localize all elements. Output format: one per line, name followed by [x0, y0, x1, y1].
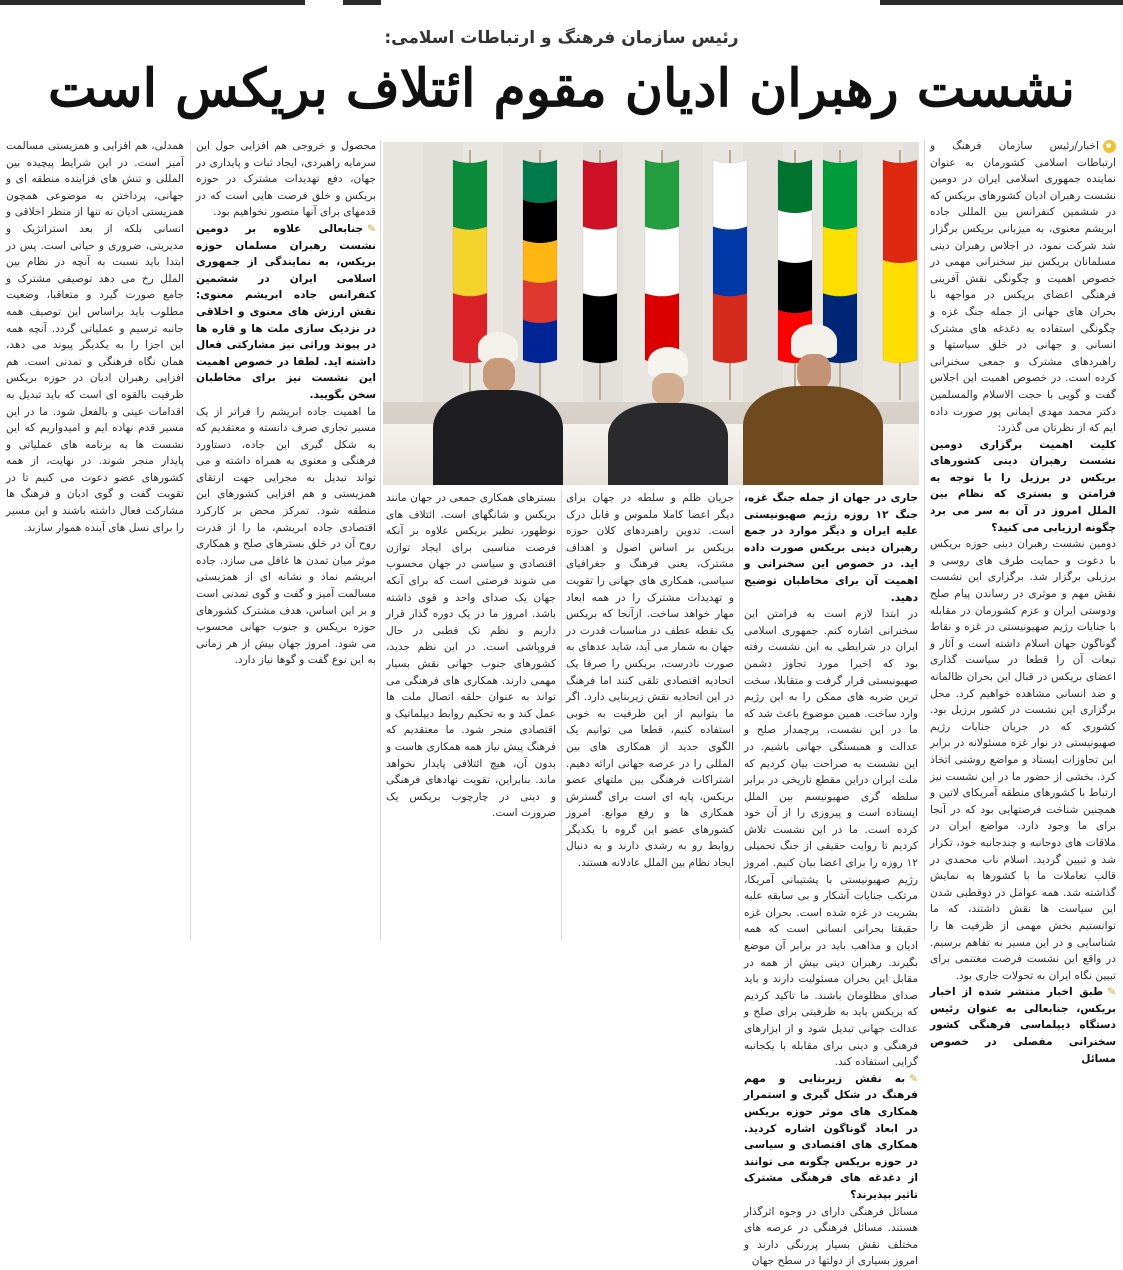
flag-stripe: [453, 160, 487, 230]
flag-stripe: [713, 227, 747, 297]
flag-stripe: [523, 240, 557, 283]
turban: [791, 324, 837, 358]
article-kicker: رئیس سازمان فرهنگ و ارتباطات اسلامی:: [384, 28, 739, 48]
answer-1: دومین نشست رهبران دینی حوزه بریکس با دعوت و حمایت طرف های روسی و برزیلی برگزار شد. برگزاری این نشست نقش مهم و موثری در رساندن پیام صلح ودوستی ایران و عزم کشورمان در مقابله با جنایات رژیم صهیونیستی در غزه و نقاط گوناگون جهان اسلام داشته است و آثار و تبعات آن را قطعا در سیاست گذاری اعضای بریکس در قبال این بحران ظالمانه و ضد انسانی مشاهده خواهیم کرد. محل برگزاری این نشست در کشور برزیل بود. کشوری که در جریان جنایات رژیم صهیونیستی در نوار غزه مسئولانه در برابر این تجاوزات ایستاد و مواضع روشنی اتخاذ کرد. بخشی از حضور ما در این نشست نیز ارتباط با کشورهای منطقه آمریکای لاتین و همچنین شناخت فرصتهایی بود که در آنجا برای ما وجود دارد. مواضع ایران در ملاقات های دوجانبه و چندجانبه خود، تکرار شد و تبیین گردید. اسلام ناب محمدی در قالب تعاملات ما با کشورها به نمایش گذاشته شد. همه عوامل در دوقطبی شدن این سیاست ها نقش داشتند، که ما توانستیم بخش مهمی از ظرفیت ها را شناسایی و در این مسیر به تفاهم برسیم. در واقع این نشست فرصت مغتنمی برای تبیین نگاه ایران به تحولات جاری بود.: [930, 538, 1116, 982]
article-column-4: [386, 490, 556, 938]
article-column-5: [196, 138, 376, 938]
flag-stripe: [523, 200, 557, 243]
column-divider: [190, 140, 191, 940]
cleric-center: [608, 347, 728, 485]
cleric-right: [743, 324, 883, 485]
column-5-intro: محصول و خروجی هم افزایی حول این سرمایه راهبردی، ایجاد ثبات و پایداری در جهان، دفع تهدیدات مشترک در حوزه بریکس و خلق فرصت هایی است که در قدمهای برای آنها متصور نخواهیم بود.: [196, 140, 376, 219]
flag-stripe: [523, 160, 557, 203]
flag-stripe: [883, 160, 917, 263]
article-column-1: [930, 138, 1116, 1065]
question-2-start: طبق اخبار منتشر شده از اخبار بریکس، جنابعالی به عنوان رئیس دستگاه دیپلماسی فرهنگی کشور سخنرانی مفصلی در خصوص مسائل: [930, 986, 1116, 1065]
question-1: کلیت اهمیت برگزاری دومین نشست رهبران دینی کشورهای بریکس در برزیل را با توجه به فرامتن و بستری که نظام بین الملل امروز در آن به سر می برد چگونه ارزیابی می کنید؟: [930, 438, 1116, 534]
flag-stripe: [645, 160, 679, 230]
cleric-left: [433, 332, 563, 485]
answer-4: ما اهمیت جاده ابریشم را فراتر از یک مسیر تجاری صرف دانسته و معتقدیم که به شکل گیری این جاده، دستاورد فرهنگی و معنوی به همراه داشته و می تواند تبدیل به مجرایی جهت ارتقای همزیستی و هم افزایی کشورهای این منطقه شود. تمرکز محض بر کارکرد اقتصادی جاده ابریشم، ما را از قدرت روح آن در خلق بسترهای صلح و همکاری موثر میان تمدن ها غافل می سازد. جاده ابریشم نماد و نشانه ای از همزیستی مسالمت آمیز و گفت و گوی تمدنی است و بر این اساس، هدف مشترک کشورهای حوزه بریکس و جنوب جهانی محسوب می شود. امروز جهان بیش از هر زمانی به این نوع گفت و گوها نیاز دارد.: [196, 405, 376, 667]
answer-3-start: مسائل فرهنگی دارای در وجوه اثرگذار هستند. مسائل فرهنگی در عرصه های مختلف نقش بسیار پررنگی دارند و امروز بسیاری از دولتها در سطح جهان: [744, 1205, 918, 1268]
question-3: به نقش زیربنایی و مهم فرهنگ در شکل گیری و استمرار همکاری های موثر حوزه بریکس در ابعاد گوناگون اشاره کردید. همکاری های اقتصادی و سیاسی در حوزه بریکس چگونه می توانند از دغدغه های فرهنگی مشترک تاثیر بپذیرند؟: [744, 1072, 918, 1201]
article-column-6: [6, 138, 184, 938]
flag-stripe: [583, 227, 617, 297]
event-photo: [383, 142, 919, 485]
news-bullet-icon: [1103, 140, 1116, 153]
flag-stripe: [823, 227, 857, 297]
pen-icon: ✎: [367, 222, 376, 235]
robe: [608, 403, 728, 485]
column-divider: [380, 140, 381, 940]
top-bar: [0, 0, 1123, 6]
article-column-3: [566, 490, 734, 938]
column-divider: [739, 490, 740, 940]
answer-2: در ابتدا لازم است به فرامتن این سخنرانی اشاره کنم. جمهوری اسلامی ایران در شرایطی به این نشست رفته بود که اخیرا مورد تجاوز دشمن صهیونیستی قرار گرفت و متقابلا، سخت ترین ضربه های ممکن را به این رژیم وارد ساخت. همین موضوع باعث شد که ما در این نشست، پرچمدار صلح و عدالت و همبستگی جهانی باشیم. در این نشست به صراحت بیان کردیم که ملت ایران دراین مقطع تاریخی در برابر سلطه گری صهیونیسم بین الملل ایستاده است و پیروزی را از آن خود کرده است. ما در این نشست تلاش کردیم تا روایت حقیقی از جنگ تحمیلی ۱۲ روزه را برای اعضا بیان کنیم. امروز رژیم صهیونیستی با پشتیبانی آمریکا، مرتکب جنایات آشکار و بی سابقه علیه بشریت در غزه شده است. بحران غزه حقیقتا بحرانی انسانی است که همه ادیان و مذاهب باید در برابر آن موضع بگیرند. رهبران دینی بیش از همه در مقابل این بحران مسئولیت دارند و باید صدای مظلومان باشند. ما تاکید کردیم که بریکس باید به ظرفیتی برای صلح و عدالت جهانی تبدیل شود و از ابزارهای فرهنگی و دینی برای مقابله با یکجانبه گرایی استفاده کند.: [744, 608, 918, 1069]
flag-stripe: [713, 160, 747, 230]
flag-stripe: [645, 227, 679, 297]
robe: [743, 386, 883, 485]
flag-stripe: [453, 227, 487, 297]
flag-stripe: [778, 160, 812, 213]
question-2-cont: جاری در جهان از جمله جنگ غزه، جنگ ۱۲ روزه رژیم صهیونیستی علیه ایران و دیگر موارد در جمع رهبران دینی بریکس صورت داده اید. در خصوص این سخنرانی و اهمیت آن برای مخاطبان توضیح دهید.: [744, 492, 919, 604]
flag-stripe: [823, 160, 857, 230]
face: [652, 373, 684, 405]
article-headline: نشست رهبران ادیان مقوم ائتلاف بریکس است: [47, 58, 1076, 119]
pen-icon: ✎: [909, 1072, 918, 1085]
top-bar-segment: [880, 0, 1123, 5]
face: [483, 358, 515, 392]
top-bar-segment: [0, 0, 305, 5]
flag-stripe: [778, 260, 812, 313]
flag-stripe: [523, 280, 557, 323]
flag-stripe: [583, 160, 617, 230]
robe: [433, 390, 563, 485]
flag-china: [883, 150, 917, 400]
flag-stripe: [883, 260, 917, 363]
pen-icon: ✎: [1107, 986, 1116, 999]
question-4: جنابعالی علاوه بر دومین نشست رهبران مسلمان حوزه بریکس، به نمایندگی از جمهوری اسلامی ایران در ششمین کنفرانس جاده ابریشم معنوی: نقش ارزش های معنوی و اخلاقی در نزدیک سازی ملت ها و قاره ها در پیوند وراثی نیز مشارکتی فعال داشته اید. لطفا در خصوص اهمیت این نشست نیز برای مخاطبان سخن بگویید.: [196, 222, 376, 401]
column-4-text: بسترهای همکاری جمعی در جهان مانند بریکس و شانگهای است. ائتلاف های نوظهور، نظیر بریکس علاوه بر آنکه فرصت مناسبی برای ایجاد توازن اقتصادی و سیاسی در جهان محسوب می شوند فرصتی است که برای آنکه جهان یک صدای واحد و قوی داشته باشد. امروز ما در یک دوره گذار قرار داریم و نظم تک قطبی در حال فروپاشی است. در این نظم جدید، کشورهای جنوب جهانی نقش بسیار مهمی دارند. همکاری های فرهنگی می تواند به عنوان حلقه اتصال ملت ها عمل کند و به تحکیم روابط دیپلماتیک و اقتصادی منجر شود. ما معتقدیم که فرهنگ پیش نیاز همه همکاری هاست و بدون آن، هیچ ائتلافی پایدار نخواهد ماند. بنابراین، تقویت نهادهای فرهنگی و دینی در چارچوب بریکس یک ضرورت است.: [386, 492, 556, 820]
face: [797, 354, 831, 390]
intro-paragraph: اخبار/رئیس سازمان فرهنگ و ارتباطات اسلامی کشورمان به عنوان نماینده جمهوری اسلامی ایران در دومین نشست رهبران ادیان کشورهای بریکس که در ششمین کنفرانس بین المللی جاده ابریشم معنوی، به میزبانی بریکس برگزار شد شرکت نمود، در اجلاس رهبران دینی مسلمانان بریکس نیز سخنرانی مهمی در خصوص اهمیت و چگونگی نقش آفرینی فرهنگی اعضای بریکس در مواجهه با بحران های جهانی از جمله جنگ غزه و چگونگی استفاده به دغدغه های مشترک انسانی و جهانی در خلق سیاستها و راهبردهای مشترک و جمعی سخنرانی کرده است. در خصوص اهمیت این اجلاس گفت و گویی با حجت الاسلام والمسلمین دکتر محمد مهدی ایمانی پور صورت داده ایم که از نظرتان می گذرد:: [930, 140, 1116, 435]
column-3-text: جریان ظلم و سلطه در جهان برای دیگر اعضا کاملا ملموس و قابل درک است. تدوین راهبردهای کلان حوزه بریکس بر اساس اصول و اهداف مشترک، یعنی فرهنگ و جغرافیای سیاسی، همکاری های جهانی را تقویت و تهدیدات مشترک را در همه ابعاد مهار خواهد ساخت. ازآنجا که بریکس یک نقطه عطف در مناسبات قدرت در جهان به شمار می آید، شاید عدهای به صورت نادرست، بریکس را صرفا یک اتحادیه اقتصادی تلقی کنند اما فرهنگ در این اتحادیه نقش زیربنایی دارد. اگر ما بتوانیم از این ظرفیت به خوبی استفاده کنیم، قطعا می توانیم یک الگوی جدید از همکاری های بین المللی را در عرصه جهانی ارائه دهیم. اشتراکات فرهنگی بین ملتهای عضو بریکس، پایه ای است برای گسترش همکاری ها و رفع موانع. امروز کشورهای عضو این گروه با یکدیگر روابط رو به رشدی دارند و به دنبال ایجاد نظام بین الملل عادلانه هستند.: [566, 492, 734, 870]
column-divider: [561, 490, 562, 940]
top-bar-segment: [343, 0, 381, 5]
article-column-2: [744, 490, 919, 1268]
column-6-text: همدلی، هم افزایی و همزیستی مسالمت آمیز است. در این شرایط پیچیده بین المللی و تنش های فزاینده منطقه ای و جهانی، پرداختن به موضوعی همچون همزیستی ادیان نه تنها از منظر اخلاقی و انسانی بلکه از بعد استراتژیک و مدیریتی، ضروری و حیاتی است. پس در ابتدا باید نسبت به آنچه در نظام بین الملل رخ می دهد توصیفی مشترک و جامع صورت گیرد و متعاقبا، وضعیت مطلوب باید براساس این توصیف همه جانبه ترسیم و عملیاتی گردد. آنچه همه این اجزا را به یکدیگر پیوند می دهد، همان نگاه فرهنگی و تمدنی است. هم افزایی رهبران ادیان در حوزه بریکس ظرفیت بالقوه ای است که باید تبدیل به اقدامات عینی و بالفعل شود. ما در این مسیر قدم نهاده ایم و امیدواریم که این نشست ها به برنامه های عملیاتی و پایدار منجر شوند. در نهایت، از همه کشورهای عضو دعوت می کنیم تا در تقویت گفت و گوی ادیان و فرهنگ ها مشارکت فعال داشته باشند و این مسیر را برای نسل های آینده هموار سازند.: [6, 140, 184, 534]
column-divider: [924, 140, 925, 940]
flag-stripe: [778, 210, 812, 263]
